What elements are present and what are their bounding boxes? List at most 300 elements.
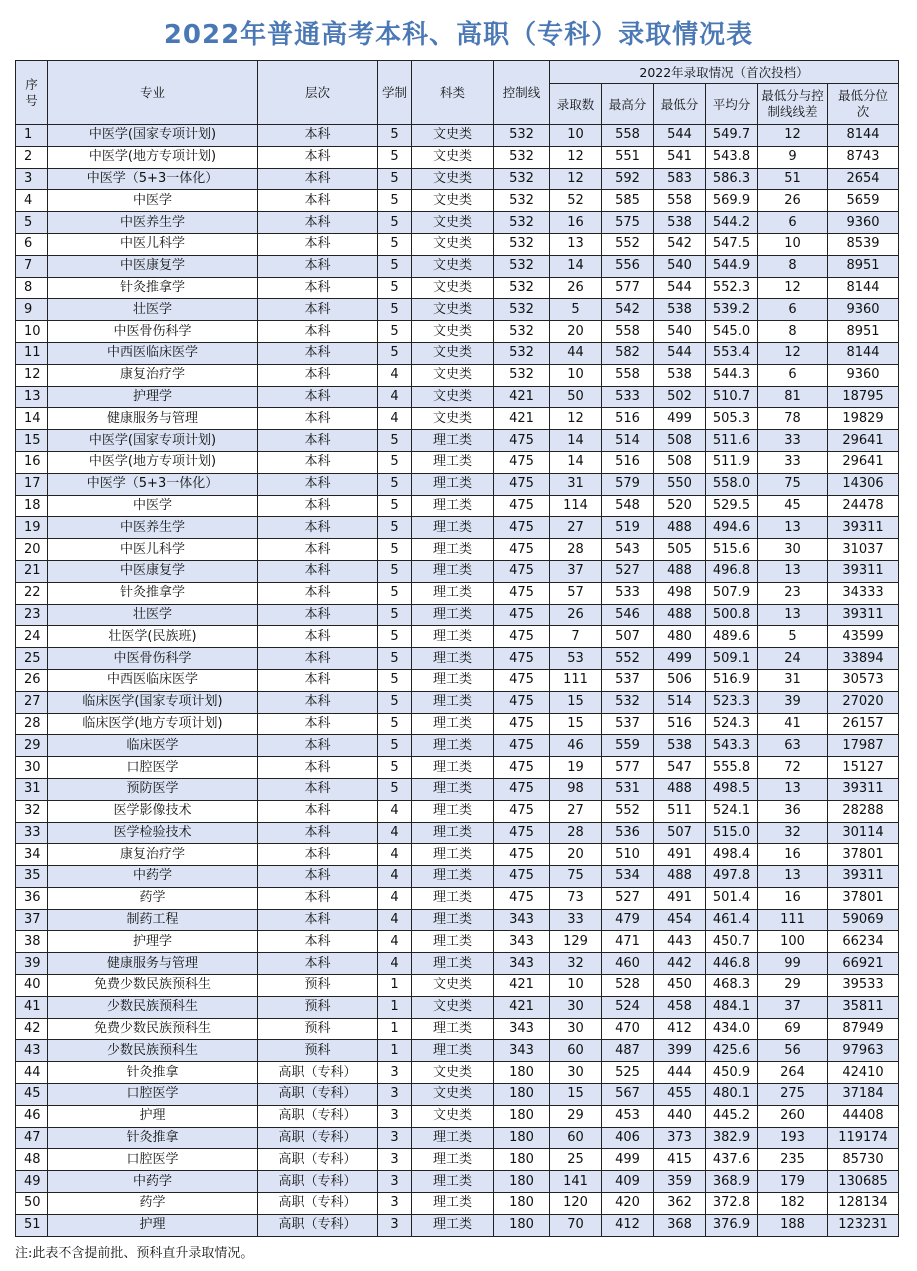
cell-seq: 37 xyxy=(16,909,48,931)
cell-years: 4 xyxy=(378,364,412,386)
cell-level: 本科 xyxy=(258,451,378,473)
cell-control-line: 475 xyxy=(494,560,550,582)
cell-category: 文史类 xyxy=(412,1105,494,1127)
cell-years: 5 xyxy=(378,495,412,517)
cell-rank: 39311 xyxy=(828,560,899,582)
cell-highest: 533 xyxy=(602,582,654,604)
cell-control-line: 343 xyxy=(494,1040,550,1062)
cell-rank: 24478 xyxy=(828,495,899,517)
cell-average: 544.2 xyxy=(706,212,758,234)
cell-highest: 460 xyxy=(602,953,654,975)
cell-major: 中医康复学 xyxy=(48,255,258,277)
cell-rank: 5659 xyxy=(828,190,899,212)
cell-major: 中医学(国家专项计划) xyxy=(48,430,258,452)
cell-control-line: 475 xyxy=(494,778,550,800)
cell-level: 高职（专科） xyxy=(258,1084,378,1106)
cell-major: 中医康复学 xyxy=(48,560,258,582)
cell-category: 理工类 xyxy=(412,887,494,909)
cell-highest: 551 xyxy=(602,146,654,168)
cell-seq: 29 xyxy=(16,735,48,757)
cell-control-line: 475 xyxy=(494,757,550,779)
cell-level: 高职（专科） xyxy=(258,1193,378,1215)
cell-category: 文史类 xyxy=(412,212,494,234)
cell-rank: 8539 xyxy=(828,233,899,255)
cell-major: 壮医学(民族班) xyxy=(48,626,258,648)
cell-level: 本科 xyxy=(258,822,378,844)
cell-diff: 99 xyxy=(758,953,828,975)
cell-level: 本科 xyxy=(258,190,378,212)
cell-rank: 2654 xyxy=(828,168,899,190)
cell-average: 368.9 xyxy=(706,1171,758,1193)
cell-admitted: 28 xyxy=(550,822,602,844)
cell-major: 口腔医学 xyxy=(48,1084,258,1106)
cell-rank: 39311 xyxy=(828,604,899,626)
cell-level: 预科 xyxy=(258,996,378,1018)
cell-admitted: 20 xyxy=(550,844,602,866)
cell-diff: 81 xyxy=(758,386,828,408)
cell-level: 本科 xyxy=(258,800,378,822)
cell-major: 中医学(国家专项计划) xyxy=(48,125,258,147)
cell-admitted: 32 xyxy=(550,953,602,975)
cell-level: 本科 xyxy=(258,212,378,234)
cell-level: 本科 xyxy=(258,430,378,452)
cell-years: 1 xyxy=(378,1040,412,1062)
cell-control-line: 475 xyxy=(494,473,550,495)
cell-level: 本科 xyxy=(258,473,378,495)
cell-rank: 37801 xyxy=(828,887,899,909)
cell-category: 理工类 xyxy=(412,1127,494,1149)
cell-rank: 18795 xyxy=(828,386,899,408)
table-row xyxy=(16,931,899,953)
cell-years: 1 xyxy=(378,975,412,997)
cell-highest: 527 xyxy=(602,887,654,909)
cell-lowest: 547 xyxy=(654,757,706,779)
cell-highest: 575 xyxy=(602,212,654,234)
cell-seq: 23 xyxy=(16,604,48,626)
cell-diff: 13 xyxy=(758,560,828,582)
cell-average: 543.3 xyxy=(706,735,758,757)
cell-average: 515.0 xyxy=(706,822,758,844)
cell-average: 425.6 xyxy=(706,1040,758,1062)
cell-level: 高职（专科） xyxy=(258,1214,378,1236)
cell-diff: 23 xyxy=(758,582,828,604)
cell-major: 中医骨伤科学 xyxy=(48,321,258,343)
cell-diff: 13 xyxy=(758,778,828,800)
table-row xyxy=(16,844,899,866)
cell-category: 理工类 xyxy=(412,778,494,800)
cell-average: 446.8 xyxy=(706,953,758,975)
cell-years: 3 xyxy=(378,1105,412,1127)
cell-highest: 558 xyxy=(602,364,654,386)
cell-lowest: 508 xyxy=(654,430,706,452)
cell-level: 本科 xyxy=(258,146,378,168)
cell-admitted: 33 xyxy=(550,909,602,931)
cell-level: 高职（专科） xyxy=(258,1127,378,1149)
cell-average: 497.8 xyxy=(706,866,758,888)
cell-rank: 8144 xyxy=(828,125,899,147)
cell-lowest: 541 xyxy=(654,146,706,168)
cell-years: 3 xyxy=(378,1171,412,1193)
cell-years: 5 xyxy=(378,735,412,757)
cell-control-line: 180 xyxy=(494,1149,550,1171)
cell-level: 本科 xyxy=(258,321,378,343)
cell-years: 5 xyxy=(378,757,412,779)
cell-average: 501.4 xyxy=(706,887,758,909)
cell-seq: 41 xyxy=(16,996,48,1018)
cell-highest: 579 xyxy=(602,473,654,495)
cell-control-line: 532 xyxy=(494,277,550,299)
cell-highest: 524 xyxy=(602,996,654,1018)
cell-highest: 558 xyxy=(602,125,654,147)
table-row xyxy=(16,408,899,430)
cell-category: 文史类 xyxy=(412,125,494,147)
cell-control-line: 343 xyxy=(494,931,550,953)
cell-admitted: 114 xyxy=(550,495,602,517)
cell-seq: 27 xyxy=(16,691,48,713)
cell-average: 434.0 xyxy=(706,1018,758,1040)
cell-highest: 582 xyxy=(602,342,654,364)
cell-major: 护理 xyxy=(48,1214,258,1236)
cell-seq: 18 xyxy=(16,495,48,517)
cell-control-line: 532 xyxy=(494,212,550,234)
table-row xyxy=(16,277,899,299)
cell-major: 健康服务与管理 xyxy=(48,408,258,430)
cell-highest: 519 xyxy=(602,517,654,539)
cell-lowest: 488 xyxy=(654,517,706,539)
table-row xyxy=(16,146,899,168)
table-row xyxy=(16,233,899,255)
cell-level: 本科 xyxy=(258,168,378,190)
cell-seq: 20 xyxy=(16,539,48,561)
cell-category: 理工类 xyxy=(412,626,494,648)
cell-rank: 30573 xyxy=(828,669,899,691)
cell-category: 理工类 xyxy=(412,735,494,757)
table-row xyxy=(16,669,899,691)
cell-category: 理工类 xyxy=(412,539,494,561)
cell-category: 理工类 xyxy=(412,909,494,931)
cell-lowest: 444 xyxy=(654,1062,706,1084)
table-row xyxy=(16,713,899,735)
cell-diff: 12 xyxy=(758,342,828,364)
cell-highest: 487 xyxy=(602,1040,654,1062)
cell-rank: 9360 xyxy=(828,299,899,321)
cell-admitted: 10 xyxy=(550,125,602,147)
cell-seq: 2 xyxy=(16,146,48,168)
table-row xyxy=(16,321,899,343)
cell-level: 高职（专科） xyxy=(258,1171,378,1193)
cell-lowest: 511 xyxy=(654,800,706,822)
cell-seq: 46 xyxy=(16,1105,48,1127)
cell-control-line: 180 xyxy=(494,1105,550,1127)
cell-diff: 264 xyxy=(758,1062,828,1084)
cell-major: 制药工程 xyxy=(48,909,258,931)
cell-rank: 19829 xyxy=(828,408,899,430)
cell-control-line: 475 xyxy=(494,539,550,561)
cell-average: 500.8 xyxy=(706,604,758,626)
cell-category: 理工类 xyxy=(412,451,494,473)
cell-years: 3 xyxy=(378,1127,412,1149)
cell-years: 4 xyxy=(378,800,412,822)
cell-major: 中医养生学 xyxy=(48,212,258,234)
cell-major: 临床医学 xyxy=(48,735,258,757)
cell-diff: 26 xyxy=(758,190,828,212)
header-admitted: 录取数 xyxy=(550,84,602,125)
cell-highest: 479 xyxy=(602,909,654,931)
cell-diff: 188 xyxy=(758,1214,828,1236)
cell-lowest: 558 xyxy=(654,190,706,212)
cell-average: 544.3 xyxy=(706,364,758,386)
cell-level: 本科 xyxy=(258,691,378,713)
cell-category: 理工类 xyxy=(412,931,494,953)
cell-diff: 12 xyxy=(758,277,828,299)
cell-average: 505.3 xyxy=(706,408,758,430)
cell-major: 护理学 xyxy=(48,931,258,953)
cell-major: 中西医临床医学 xyxy=(48,669,258,691)
cell-lowest: 550 xyxy=(654,473,706,495)
cell-category: 理工类 xyxy=(412,866,494,888)
cell-highest: 577 xyxy=(602,757,654,779)
cell-years: 5 xyxy=(378,233,412,255)
cell-control-line: 475 xyxy=(494,822,550,844)
cell-years: 5 xyxy=(378,778,412,800)
cell-average: 450.7 xyxy=(706,931,758,953)
cell-highest: 516 xyxy=(602,451,654,473)
cell-rank: 30114 xyxy=(828,822,899,844)
cell-highest: 528 xyxy=(602,975,654,997)
table-row xyxy=(16,757,899,779)
cell-admitted: 15 xyxy=(550,713,602,735)
table-row xyxy=(16,1062,899,1084)
cell-years: 4 xyxy=(378,822,412,844)
cell-seq: 25 xyxy=(16,648,48,670)
cell-average: 509.1 xyxy=(706,648,758,670)
cell-level: 高职（专科） xyxy=(258,1062,378,1084)
cell-seq: 6 xyxy=(16,233,48,255)
cell-lowest: 514 xyxy=(654,691,706,713)
table-row xyxy=(16,953,899,975)
cell-rank: 87949 xyxy=(828,1018,899,1040)
cell-average: 555.8 xyxy=(706,757,758,779)
cell-category: 文史类 xyxy=(412,190,494,212)
cell-major: 康复治疗学 xyxy=(48,364,258,386)
table-row xyxy=(16,626,899,648)
cell-lowest: 450 xyxy=(654,975,706,997)
cell-admitted: 19 xyxy=(550,757,602,779)
cell-diff: 75 xyxy=(758,473,828,495)
cell-level: 本科 xyxy=(258,778,378,800)
cell-years: 5 xyxy=(378,517,412,539)
cell-admitted: 16 xyxy=(550,212,602,234)
cell-category: 文史类 xyxy=(412,996,494,1018)
cell-highest: 537 xyxy=(602,669,654,691)
cell-rank: 130685 xyxy=(828,1171,899,1193)
cell-major: 中医骨伤科学 xyxy=(48,648,258,670)
cell-highest: 548 xyxy=(602,495,654,517)
cell-admitted: 25 xyxy=(550,1149,602,1171)
cell-highest: 499 xyxy=(602,1149,654,1171)
cell-years: 4 xyxy=(378,866,412,888)
cell-average: 489.6 xyxy=(706,626,758,648)
cell-level: 本科 xyxy=(258,495,378,517)
cell-control-line: 180 xyxy=(494,1214,550,1236)
cell-seq: 5 xyxy=(16,212,48,234)
cell-category: 文史类 xyxy=(412,1084,494,1106)
header-lowest: 最低分 xyxy=(654,84,706,125)
table-row xyxy=(16,778,899,800)
cell-admitted: 30 xyxy=(550,1018,602,1040)
cell-admitted: 50 xyxy=(550,386,602,408)
cell-major: 壮医学 xyxy=(48,604,258,626)
cell-admitted: 26 xyxy=(550,604,602,626)
cell-seq: 49 xyxy=(16,1171,48,1193)
cell-category: 文史类 xyxy=(412,975,494,997)
cell-category: 理工类 xyxy=(412,1171,494,1193)
cell-highest: 577 xyxy=(602,277,654,299)
cell-category: 理工类 xyxy=(412,1214,494,1236)
cell-lowest: 544 xyxy=(654,342,706,364)
cell-lowest: 542 xyxy=(654,233,706,255)
table-row xyxy=(16,800,899,822)
cell-seq: 28 xyxy=(16,713,48,735)
cell-diff: 9 xyxy=(758,146,828,168)
cell-highest: 585 xyxy=(602,190,654,212)
cell-level: 本科 xyxy=(258,364,378,386)
cell-control-line: 532 xyxy=(494,321,550,343)
cell-rank: 42410 xyxy=(828,1062,899,1084)
cell-level: 本科 xyxy=(258,844,378,866)
table-row xyxy=(16,648,899,670)
cell-rank: 44408 xyxy=(828,1105,899,1127)
cell-admitted: 26 xyxy=(550,277,602,299)
cell-average: 558.0 xyxy=(706,473,758,495)
cell-seq: 13 xyxy=(16,386,48,408)
cell-average: 549.7 xyxy=(706,125,758,147)
cell-average: 547.5 xyxy=(706,233,758,255)
header-group: 2022年录取情况（首次投档） xyxy=(550,61,899,84)
cell-seq: 48 xyxy=(16,1149,48,1171)
cell-level: 本科 xyxy=(258,342,378,364)
cell-admitted: 29 xyxy=(550,1105,602,1127)
cell-category: 理工类 xyxy=(412,844,494,866)
cell-rank: 119174 xyxy=(828,1127,899,1149)
header-highest: 最高分 xyxy=(602,84,654,125)
cell-diff: 51 xyxy=(758,168,828,190)
cell-diff: 13 xyxy=(758,604,828,626)
cell-rank: 39311 xyxy=(828,517,899,539)
cell-lowest: 488 xyxy=(654,604,706,626)
cell-rank: 29641 xyxy=(828,430,899,452)
cell-highest: 558 xyxy=(602,321,654,343)
cell-diff: 45 xyxy=(758,495,828,517)
cell-seq: 45 xyxy=(16,1084,48,1106)
cell-major: 中西医临床医学 xyxy=(48,342,258,364)
cell-control-line: 532 xyxy=(494,233,550,255)
cell-level: 本科 xyxy=(258,713,378,735)
cell-diff: 63 xyxy=(758,735,828,757)
header-level: 层次 xyxy=(258,61,378,125)
cell-rank: 66234 xyxy=(828,931,899,953)
cell-admitted: 70 xyxy=(550,1214,602,1236)
cell-major: 中医学(地方专项计划) xyxy=(48,451,258,473)
cell-lowest: 508 xyxy=(654,451,706,473)
cell-level: 预科 xyxy=(258,975,378,997)
cell-control-line: 475 xyxy=(494,887,550,909)
table-row xyxy=(16,1084,899,1106)
cell-control-line: 421 xyxy=(494,386,550,408)
cell-admitted: 27 xyxy=(550,517,602,539)
table-row xyxy=(16,1105,899,1127)
cell-seq: 11 xyxy=(16,342,48,364)
cell-average: 461.4 xyxy=(706,909,758,931)
cell-rank: 97963 xyxy=(828,1040,899,1062)
cell-major: 中医学 xyxy=(48,495,258,517)
table-row xyxy=(16,495,899,517)
cell-category: 文史类 xyxy=(412,277,494,299)
cell-control-line: 180 xyxy=(494,1127,550,1149)
cell-control-line: 475 xyxy=(494,713,550,735)
cell-diff: 39 xyxy=(758,691,828,713)
cell-diff: 32 xyxy=(758,822,828,844)
cell-average: 523.3 xyxy=(706,691,758,713)
cell-admitted: 28 xyxy=(550,539,602,561)
cell-control-line: 475 xyxy=(494,582,550,604)
cell-rank: 14306 xyxy=(828,473,899,495)
cell-lowest: 540 xyxy=(654,255,706,277)
cell-category: 理工类 xyxy=(412,517,494,539)
cell-level: 本科 xyxy=(258,125,378,147)
cell-seq: 33 xyxy=(16,822,48,844)
cell-category: 理工类 xyxy=(412,691,494,713)
cell-years: 5 xyxy=(378,713,412,735)
cell-control-line: 475 xyxy=(494,866,550,888)
cell-years: 4 xyxy=(378,953,412,975)
header-average: 平均分 xyxy=(706,84,758,125)
cell-diff: 72 xyxy=(758,757,828,779)
cell-admitted: 98 xyxy=(550,778,602,800)
cell-major: 口腔医学 xyxy=(48,757,258,779)
cell-major: 中药学 xyxy=(48,866,258,888)
cell-highest: 532 xyxy=(602,691,654,713)
cell-admitted: 15 xyxy=(550,1084,602,1106)
cell-years: 4 xyxy=(378,931,412,953)
table-row xyxy=(16,996,899,1018)
cell-diff: 12 xyxy=(758,125,828,147)
cell-category: 理工类 xyxy=(412,1040,494,1062)
cell-major: 中医养生学 xyxy=(48,517,258,539)
cell-level: 本科 xyxy=(258,560,378,582)
cell-years: 3 xyxy=(378,1084,412,1106)
cell-seq: 16 xyxy=(16,451,48,473)
cell-rank: 31037 xyxy=(828,539,899,561)
cell-seq: 38 xyxy=(16,931,48,953)
cell-highest: 409 xyxy=(602,1171,654,1193)
cell-average: 468.3 xyxy=(706,975,758,997)
cell-lowest: 399 xyxy=(654,1040,706,1062)
cell-major: 针灸推拿 xyxy=(48,1127,258,1149)
cell-admitted: 141 xyxy=(550,1171,602,1193)
cell-level: 本科 xyxy=(258,953,378,975)
cell-major: 中医学（5+3一体化） xyxy=(48,168,258,190)
cell-major: 护理 xyxy=(48,1105,258,1127)
cell-level: 本科 xyxy=(258,735,378,757)
cell-highest: 453 xyxy=(602,1105,654,1127)
cell-rank: 39533 xyxy=(828,975,899,997)
cell-years: 4 xyxy=(378,844,412,866)
table-row xyxy=(16,364,899,386)
table-row xyxy=(16,168,899,190)
cell-rank: 43599 xyxy=(828,626,899,648)
cell-control-line: 532 xyxy=(494,342,550,364)
